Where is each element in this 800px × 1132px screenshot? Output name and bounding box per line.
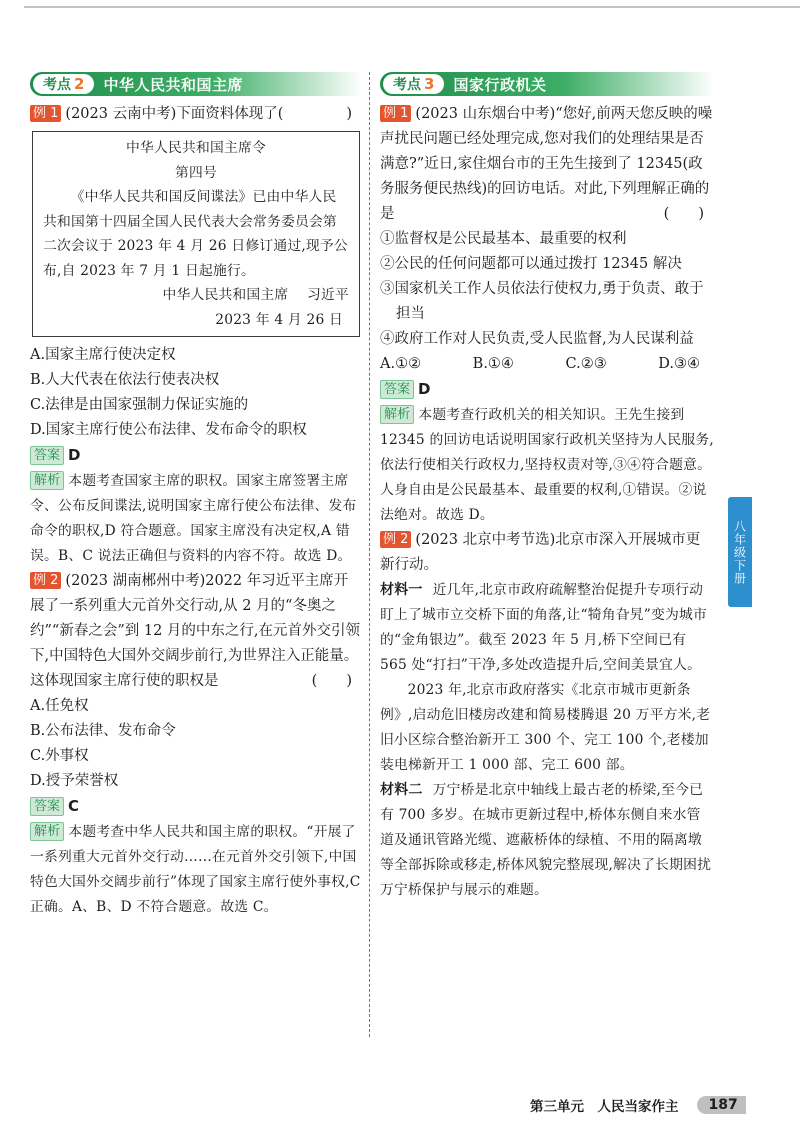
decree-title: 中华人民共和国主席令 xyxy=(126,140,266,156)
answer-line xyxy=(30,794,362,820)
option-c: C.法律是由国家强制力保证实施的 xyxy=(30,397,249,413)
page-number: 187 xyxy=(697,1096,746,1114)
option-a: A.国家主席行使决定权 xyxy=(30,347,176,363)
column-divider xyxy=(369,72,370,1037)
presidential-decree-box xyxy=(32,131,360,337)
answer-label: 答案 xyxy=(30,797,64,816)
analysis-paragraph: 解析 本题考查行政机关的相关知识。王先生接到 12345 的回访电话说明国家行政机关坚持为人民服务,依法行使相关行政权力,坚持权责对等,③④符合题意。人身自由是公民最基本、最重要的权利,①错误。②说法绝对。故选 D。 xyxy=(380,407,714,523)
option-d: D.国家主席行使公布法律、发布命令的职权 xyxy=(30,422,307,438)
option-b: B.公布法律、发布命令 xyxy=(30,723,176,739)
example-2-question: 例 2 (2023 北京中考节选)北京市深入开展城市更新行动。 xyxy=(380,532,701,573)
decree-body: 《中华人民共和国反间谍法》已由中华人民共和国第十四届全国人民代表大会常务委员会第二次会议于 2023 年 4 月 26 日修订通过,现予公布,自 2023 年 7 月 1 日起施行。 xyxy=(43,189,348,279)
option-a: A.①② xyxy=(380,356,422,372)
option-a: A.任免权 xyxy=(30,698,89,714)
decree-date: 2023 年 4 月 26 日 xyxy=(215,311,343,328)
analysis-label: 解析 xyxy=(380,405,414,424)
answer-label: 答案 xyxy=(30,446,64,465)
answer-line xyxy=(380,377,714,403)
left-column xyxy=(30,72,362,920)
material-1-paragraph-2: 2023 年,北京市政府落实《北京市城市更新条例》,启动危旧楼房改建和简易楼腾退 20 万平方米,老旧小区综合整治新开工 300 个、完工 100 个,老楼加装电梯新开工 1 000 部、完工 600 部。 xyxy=(380,682,711,773)
example-label: 例 2 xyxy=(380,531,411,548)
example-label: 例 1 xyxy=(380,105,411,122)
right-column xyxy=(380,72,714,903)
decree-number: 第四号 xyxy=(175,164,217,181)
option-c: C.②③ xyxy=(565,356,607,372)
material-2-paragraph: 材料二 万宁桥是北京中轴线上最古老的桥梁,至今已有 700 多岁。在城市更新过程中,桥体东侧自来水管道及通讯管路光缆、遮蔽桥体的绿植、不用的隔离墩等全部拆除或移走,桥体风貌完整展现,解决了长期困扰万宁桥保护与展示的难题。 xyxy=(380,782,712,898)
statement-2: ②公民的任何问题都可以通过拨打 12345 解决 xyxy=(380,256,682,272)
unit-title: 第三单元 人民当家作主 xyxy=(530,1099,679,1115)
kaodian-tag: 考点 3 xyxy=(383,74,444,94)
analysis-paragraph: 解析 本题考查国家主席的职权。国家主席签署主席令、公布反间谍法,说明国家主席行使公布法律、发布命令的职权,D 符合题意。国家主席没有决定权,A 错误。B、C 说法正确但与资料的内容不符。故选 D。 xyxy=(30,473,357,564)
analysis-label: 解析 xyxy=(30,471,64,490)
option-b: B.①④ xyxy=(472,356,514,372)
section-title: 中华人民共和国主席 xyxy=(103,75,243,94)
example-label: 例 1 xyxy=(30,105,61,122)
kaodian-tag: 考点 2 xyxy=(33,74,94,94)
material-1-label: 材料一 xyxy=(380,582,423,598)
section-title: 国家行政机关 xyxy=(453,75,547,94)
section-header-3 xyxy=(380,72,714,96)
material-1-paragraph: 材料一 近几年,北京市政府疏解整治促提升专项行动盯上了城市立交桥下面的角落,让“犄角旮旯”变为城市的“金角银边”。截至 2023 年 5 月,桥下空间已有 565 处“打扫”干净,多处改造提升后,空间美景宜人。 xyxy=(380,582,708,673)
answer-value: D xyxy=(68,446,81,464)
statement-1: ①监督权是公民最基本、最重要的权利 xyxy=(380,231,627,247)
page-top-edge xyxy=(24,6,800,8)
answer-value: C xyxy=(68,797,80,815)
answer-value: D xyxy=(418,380,431,398)
option-d: D.授予荣誉权 xyxy=(30,773,119,789)
answer-label: 答案 xyxy=(380,380,414,399)
statement-4: ④政府工作对人民负责,受人民监督,为人民谋利益 xyxy=(380,331,694,347)
example-2-question: 例 2 (2023 湖南郴州中考)2022 年习近平主席开展了一系列重大元首外交行动,从 2 月的“冬奥之约”“新春之会”到 12 月的中东之行,在元首外交引领下,中国特色大国外交阔步前行,为世界注入正能量。这体现国家主席行使的职权是 ( ) xyxy=(30,573,361,689)
answer-line xyxy=(30,443,362,469)
statement-3: ③国家机关工作人员依法行使权力,勇于负责、敢于担当 xyxy=(380,281,704,322)
option-d: D.③④ xyxy=(658,356,700,372)
options-row xyxy=(380,352,714,377)
example-label: 例 2 xyxy=(30,572,61,589)
grade-side-tab: 八年级下册 xyxy=(728,497,752,607)
analysis-paragraph: 解析 本题考查中华人民共和国主席的职权。“开展了一系列重大元首外交行动……在元首外交引领下,中国特色大国外交阔步前行”体现了国家主席行使外事权,C 正确。A、B、D 不符合题意。故选 C。 xyxy=(30,824,361,915)
decree-signer: 中华人民共和国主席 习近平 xyxy=(162,287,349,303)
example-1-question: 例 1 (2023 云南中考)下面资料体现了( ) xyxy=(30,102,362,127)
material-2-label: 材料二 xyxy=(380,782,423,798)
option-c: C.外事权 xyxy=(30,748,89,764)
analysis-label: 解析 xyxy=(30,822,64,841)
page-footer xyxy=(530,1093,746,1117)
section-header-2 xyxy=(30,72,362,96)
option-b: B.人大代表在依法行使表决权 xyxy=(30,372,220,388)
example-1-question: 例 1 (2023 山东烟台中考)“您好,前两天您反映的噪声扰民问题已经处理完成,您对我们的处理结果是否满意?”近日,家住烟台市的王先生接到了 12345(政务服务便民热线)的回访电话。对此,下列理解正确的是 ( ) xyxy=(380,106,713,222)
